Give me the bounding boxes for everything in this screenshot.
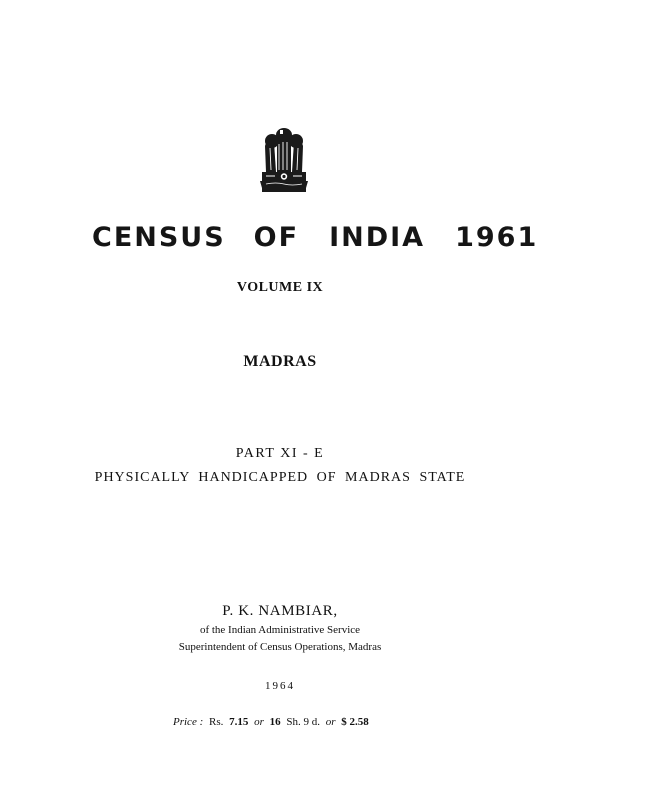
publication-year: 1964: [265, 680, 295, 692]
part-label: PART XI - E: [235, 446, 325, 461]
price-dollar-value: $ 2.58: [341, 716, 369, 728]
price-line: [173, 716, 372, 728]
author-office: Superintendent of Census Operations, Madras: [178, 641, 382, 653]
title-word-census: CENSUS: [92, 222, 226, 253]
author-name: P. K. NAMBIAR,: [222, 603, 338, 619]
title-word-india: INDIA: [329, 222, 426, 253]
price-rs-value: 7.15: [229, 716, 249, 728]
author-service: of the Indian Administrative Service: [199, 624, 361, 636]
report-subject: PHYSICALLY HANDICAPPED OF MADRAS STATE: [94, 470, 466, 485]
price-rs-label: Rs.: [208, 716, 224, 728]
price-sterling-value: 16: [269, 716, 281, 728]
volume-label: VOLUME IX: [236, 280, 324, 295]
price-sterling-unit: Sh. 9 d.: [286, 716, 321, 728]
census-title: [92, 222, 538, 253]
title-year: 1961: [455, 222, 539, 253]
title-word-of: OF: [253, 222, 300, 253]
price-or-2: or: [325, 716, 336, 728]
lion-capital-emblem-icon: [256, 126, 312, 198]
price-or-1: or: [254, 716, 264, 728]
price-label: Price :: [173, 716, 204, 728]
state-name: MADRAS: [243, 353, 317, 370]
